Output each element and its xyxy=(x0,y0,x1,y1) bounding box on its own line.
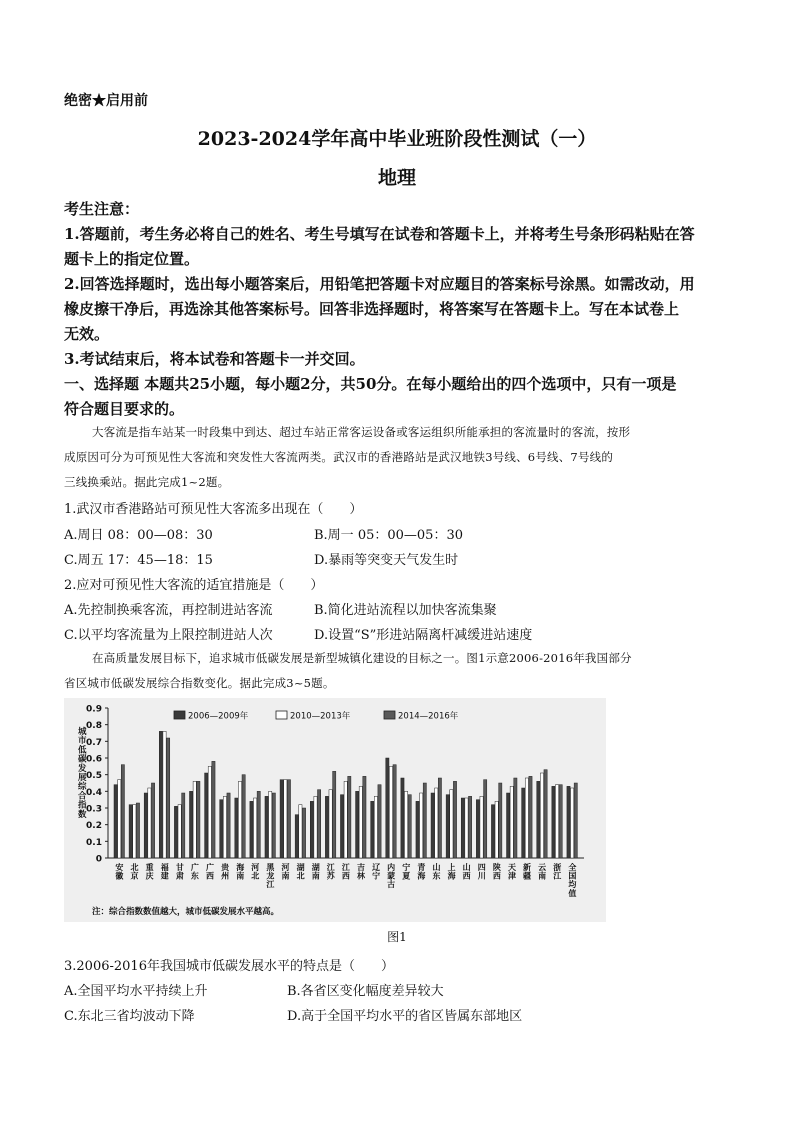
category-label: 浙江 xyxy=(553,862,562,881)
material-text: 三线换乘站。据此完成1~2题。 xyxy=(64,475,230,489)
bar xyxy=(144,793,147,858)
category-label: 重庆 xyxy=(145,862,154,881)
bar xyxy=(242,775,245,858)
category-label: 陕西 xyxy=(492,862,501,881)
bar xyxy=(333,771,336,858)
category-label: 北京 xyxy=(130,862,139,881)
material-text: 大客流是指车站某一时段集中到达、超过车站正常客运设备或客运组织所能承担的客流量时的客流，按形 xyxy=(92,425,631,439)
legend-label: 2010—2013年 xyxy=(290,711,351,722)
bar xyxy=(314,796,317,858)
y-axis-label: 城市低碳发展综合指数 xyxy=(78,727,87,820)
bar xyxy=(325,796,328,858)
category-label: 广西 xyxy=(206,862,215,881)
bar xyxy=(514,778,517,858)
category-label: 福建 xyxy=(160,862,169,881)
legend-swatch xyxy=(384,711,395,719)
bar xyxy=(389,766,392,858)
bar xyxy=(182,793,185,858)
option-b[interactable]: B.各省区变化幅度差异较大 xyxy=(287,984,444,999)
question-stem: 2.应对可预见性大客流的适宜措施是（ ） xyxy=(64,578,324,593)
bar xyxy=(284,780,287,858)
bar xyxy=(404,791,407,858)
category-label: 江西 xyxy=(341,862,350,881)
y-tick-label: 0.6 xyxy=(86,754,102,765)
option-a[interactable]: A.先控制换乘客流，再控制进站客流 xyxy=(64,603,273,618)
bar xyxy=(386,758,389,858)
y-tick-label: 0.9 xyxy=(86,704,102,715)
legend-label: 2006—2009年 xyxy=(188,711,249,722)
bar xyxy=(136,803,139,858)
bar xyxy=(208,766,211,858)
confidential-mark: 绝密★启用前 xyxy=(64,93,148,109)
category-label: 山西 xyxy=(462,862,471,881)
bar xyxy=(522,788,525,858)
figure-caption: 图1 xyxy=(387,930,407,944)
bar xyxy=(295,815,298,858)
bar xyxy=(269,791,272,858)
bar xyxy=(272,793,275,858)
bar xyxy=(374,796,377,858)
question-stem: 3.2006-2016年我国城市低碳发展水平的特点是（ ） xyxy=(64,959,394,974)
bar xyxy=(480,796,483,858)
category-label: 江苏 xyxy=(326,862,335,881)
y-tick-label: 0.3 xyxy=(86,804,102,815)
notice-line: 题卡上的指定位置。 xyxy=(64,250,200,268)
option-d[interactable]: D.暴雨等突变天气发生时 xyxy=(314,553,459,568)
option-d[interactable]: D.高于全国平均水平的省区皆属东部地区 xyxy=(287,1009,523,1024)
notice-line: 3.考试结束后，将本试卷和答题卡一并交回。 xyxy=(64,350,365,368)
bar xyxy=(151,783,154,858)
bar xyxy=(416,801,419,858)
bar-chart xyxy=(64,698,606,922)
bar xyxy=(114,785,117,858)
bar xyxy=(223,796,226,858)
notice-line: 1.答题前，考生务必将自己的姓名、考生号填写在试卷和答题卡上，并将考生号条形码粘贴在答 xyxy=(64,225,695,243)
y-tick-label: 0.2 xyxy=(86,821,102,832)
bar xyxy=(529,776,532,858)
y-tick-label: 0.8 xyxy=(86,721,102,732)
bar xyxy=(552,786,555,858)
y-tick-label: 0.1 xyxy=(86,837,102,848)
bar xyxy=(420,793,423,858)
bar xyxy=(238,781,241,858)
bar xyxy=(118,780,121,858)
bar xyxy=(163,731,166,858)
y-tick-label: 0 xyxy=(95,854,102,865)
option-b[interactable]: B.简化进站流程以加快客流集聚 xyxy=(314,603,497,618)
option-c[interactable]: C.周五 17：45—18：15 xyxy=(64,553,213,568)
bar xyxy=(468,796,471,858)
category-label: 全国均值 xyxy=(568,862,577,898)
section-heading: 符合题目要求的。 xyxy=(64,400,185,418)
category-label: 河北 xyxy=(251,862,260,881)
bar xyxy=(299,805,302,858)
bar xyxy=(484,780,487,858)
category-label: 黑龙江 xyxy=(266,862,275,890)
option-a[interactable]: A.周日 08：00—08：30 xyxy=(64,528,213,543)
bar xyxy=(318,790,321,858)
bar xyxy=(438,778,441,858)
bar xyxy=(220,800,223,858)
bar xyxy=(133,805,136,858)
question-stem: 1.武汉市香港路站可预见性大客流多出现在（ ） xyxy=(64,502,363,517)
category-label: 吉林 xyxy=(356,862,365,881)
bar xyxy=(446,795,449,858)
bar xyxy=(205,773,208,858)
category-label: 上海 xyxy=(447,862,456,881)
notice-line: 2.回答选择题时，选出每小题答案后，用铅笔把答题卡对应题目的答案标号涂黑。如需改动，用 xyxy=(64,275,695,293)
bar xyxy=(540,773,543,858)
bar xyxy=(571,788,574,858)
category-label: 天津 xyxy=(507,862,516,881)
bar xyxy=(302,808,305,858)
bar xyxy=(329,790,332,858)
bar xyxy=(167,738,170,858)
bar xyxy=(227,793,230,858)
material-text: 成原因可分为可预见性大客流和突发性大客流两类。武汉市的香港路站是武汉地铁3号线、6号线、7号线的 xyxy=(64,450,614,464)
bar xyxy=(435,788,438,858)
legend-swatch xyxy=(276,711,287,719)
bar xyxy=(178,805,181,858)
legend-label: 2014—2016年 xyxy=(398,711,459,722)
option-d[interactable]: D.设置“S”形进站隔离杆减缓进站速度 xyxy=(314,628,533,643)
bar xyxy=(378,785,381,858)
y-tick-label: 0.7 xyxy=(86,737,102,748)
notice-line: 无效。 xyxy=(64,325,110,343)
section-heading: 一、选择题 本题共25小题，每小题2分，共50分。在每小题给出的四个选项中，只有一项是 xyxy=(64,375,677,393)
notice-heading: 考生注意： xyxy=(64,200,140,218)
bar xyxy=(197,781,200,858)
bar xyxy=(544,770,547,858)
bar xyxy=(574,783,577,858)
bar xyxy=(525,778,528,858)
bar xyxy=(495,801,498,858)
bar xyxy=(340,795,343,858)
bar xyxy=(491,805,494,858)
bar xyxy=(356,791,359,858)
category-label: 甘肃 xyxy=(175,862,184,881)
material-text: 省区城市低碳发展综合指数变化。据此完成3~5题。 xyxy=(64,676,335,690)
bar xyxy=(461,798,464,858)
bar xyxy=(401,778,404,858)
category-label: 安徽 xyxy=(115,862,124,881)
bar xyxy=(555,785,558,858)
bar xyxy=(476,800,479,858)
category-label: 新疆 xyxy=(523,862,532,881)
bar xyxy=(393,765,396,858)
category-label: 宁夏 xyxy=(402,862,411,881)
bar xyxy=(159,731,162,858)
y-tick-label: 0.5 xyxy=(86,771,102,782)
bar xyxy=(344,781,347,858)
legend-swatch xyxy=(174,711,185,719)
bar xyxy=(408,795,411,858)
exam-title: 2023-2024学年高中毕业班阶段性测试（一） xyxy=(197,128,597,150)
bar xyxy=(510,786,513,858)
y-tick-label: 0.4 xyxy=(86,787,102,798)
category-label: 河南 xyxy=(281,862,290,881)
category-label: 湖北 xyxy=(296,862,305,881)
bar xyxy=(359,786,362,858)
subject-title: 地理 xyxy=(377,167,416,189)
material-text: 在高质量发展目标下，追求城市低碳发展是新型城镇化建设的目标之一。图1示意2006-2016年我国部分 xyxy=(92,651,632,665)
bar xyxy=(250,801,253,858)
option-a[interactable]: A.全国平均水平持续上升 xyxy=(64,984,208,999)
category-label: 青海 xyxy=(417,862,426,881)
category-label: 辽宁 xyxy=(372,862,381,881)
bar xyxy=(212,761,215,858)
category-label: 广东 xyxy=(190,862,199,881)
category-label: 山东 xyxy=(432,862,441,881)
bar xyxy=(567,786,570,858)
bar xyxy=(499,783,502,858)
category-label: 湖南 xyxy=(311,862,320,881)
bar xyxy=(348,776,351,858)
bar xyxy=(465,798,468,858)
category-label: 贵州 xyxy=(221,862,230,881)
bar xyxy=(287,780,290,858)
category-label: 海南 xyxy=(236,862,245,881)
bar xyxy=(257,791,260,858)
chart-note: 注：综合指数数值越大，城市低碳发展水平越高。 xyxy=(92,907,280,917)
notice-line: 橡皮擦干净后，再选涂其他答案标号。回答非选择题时，将答案写在答题卡上。写在本试卷上 xyxy=(64,300,680,318)
option-c[interactable]: C.东北三省均波动下降 xyxy=(64,1009,195,1024)
bar xyxy=(423,783,426,858)
bar xyxy=(189,791,192,858)
bar xyxy=(310,801,313,858)
bar xyxy=(450,790,453,858)
category-label: 云南 xyxy=(538,862,547,881)
bar xyxy=(121,765,124,858)
option-b[interactable]: B.周一 05：00—05：30 xyxy=(314,528,463,543)
bar xyxy=(235,798,238,858)
bar xyxy=(265,796,268,858)
bar xyxy=(280,780,283,858)
bar xyxy=(507,793,510,858)
bar xyxy=(363,776,366,858)
bar xyxy=(431,793,434,858)
bar xyxy=(129,805,132,858)
bar xyxy=(453,781,456,858)
bar xyxy=(371,801,374,858)
chart-svg xyxy=(64,698,606,922)
bar xyxy=(537,781,540,858)
bar xyxy=(174,806,177,858)
bar xyxy=(559,785,562,858)
category-label: 四川 xyxy=(477,862,486,881)
bar xyxy=(148,788,151,858)
bar xyxy=(193,781,196,858)
bar xyxy=(253,798,256,858)
option-c[interactable]: C.以平均客流量为上限控制进站人次 xyxy=(64,628,273,643)
category-label: 内蒙古 xyxy=(387,862,396,890)
